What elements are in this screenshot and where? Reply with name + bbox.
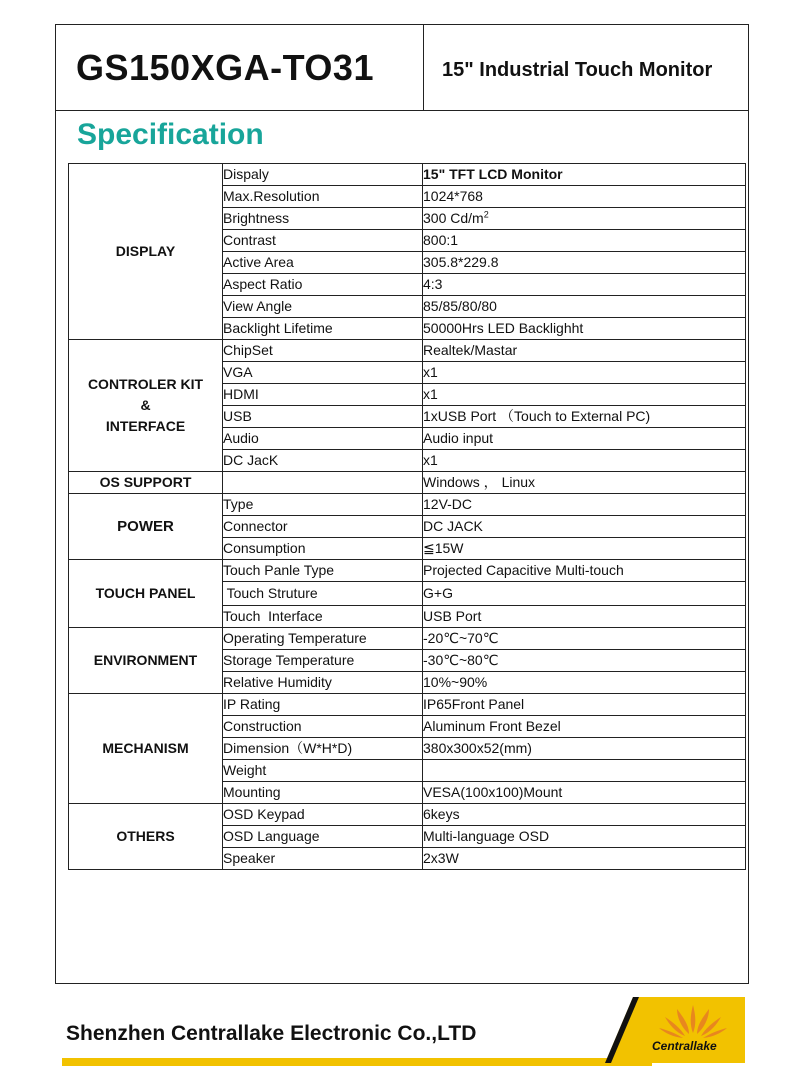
param-value: 15" TFT LCD Monitor bbox=[423, 164, 746, 186]
logo-text: Centrallake bbox=[652, 1039, 717, 1053]
table-row bbox=[69, 494, 746, 516]
company-name: Shenzhen Centrallake Electronic Co.,LTD bbox=[66, 1022, 477, 1045]
param-label: Construction bbox=[223, 716, 423, 738]
model-number: GS150XGA-TO31 bbox=[56, 25, 424, 110]
param-label: IP Rating bbox=[223, 694, 423, 716]
param-value: 2x3W bbox=[423, 848, 746, 870]
param-label: Audio bbox=[223, 428, 423, 450]
category-environment: ENVIRONMENT bbox=[69, 628, 223, 694]
param-value: 1xUSB Port （Touch to External PC) bbox=[423, 406, 746, 428]
param-label: Touch Panle Type bbox=[223, 560, 423, 582]
param-label: OSD Keypad bbox=[223, 804, 423, 826]
param-value: IP65Front Panel bbox=[423, 694, 746, 716]
logo-flame-icon bbox=[605, 997, 745, 1063]
param-label: Touch Struture bbox=[223, 582, 423, 606]
table-row bbox=[69, 472, 746, 494]
param-value: 4:3 bbox=[423, 274, 746, 296]
table-row bbox=[69, 164, 746, 186]
param-value: Audio input bbox=[423, 428, 746, 450]
param-label: Relative Humidity bbox=[223, 672, 423, 694]
param-label: Dimension（W*H*D) bbox=[223, 738, 423, 760]
param-value: Projected Capacitive Multi-touch bbox=[423, 560, 746, 582]
category-power: POWER bbox=[69, 494, 223, 560]
param-value: USB Port bbox=[423, 606, 746, 628]
param-value bbox=[423, 760, 746, 782]
param-label: Mounting bbox=[223, 782, 423, 804]
param-label: OSD Language bbox=[223, 826, 423, 848]
param-value: Realtek/Mastar bbox=[423, 340, 746, 362]
param-label: VGA bbox=[223, 362, 423, 384]
param-value: 1024*768 bbox=[423, 186, 746, 208]
param-label: Connector bbox=[223, 516, 423, 538]
param-value: 85/85/80/80 bbox=[423, 296, 746, 318]
product-title: 15" Industrial Touch Monitor bbox=[442, 59, 713, 81]
spec-table bbox=[68, 163, 746, 870]
category-os-support: OS SUPPORT bbox=[69, 472, 223, 494]
category-controller: CONTROLER KIT & INTERFACE bbox=[69, 340, 223, 472]
param-value: 12V-DC bbox=[423, 494, 746, 516]
param-value: DC JACK bbox=[423, 516, 746, 538]
param-value: 300 $Cd/m^2$ bbox=[423, 208, 746, 230]
param-label: Speaker bbox=[223, 848, 423, 870]
table-row bbox=[69, 694, 746, 716]
section-title: Specification bbox=[77, 118, 264, 151]
param-value: -30℃~80℃ bbox=[423, 650, 746, 672]
param-label: ChipSet bbox=[223, 340, 423, 362]
param-value: 10%~90% bbox=[423, 672, 746, 694]
param-value: 380x300x52(mm) bbox=[423, 738, 746, 760]
param-value: VESA(100x100)Mount bbox=[423, 782, 746, 804]
param-value: -20℃~70℃ bbox=[423, 628, 746, 650]
param-label: Operating Temperature bbox=[223, 628, 423, 650]
param-value: 305.8*229.8 bbox=[423, 252, 746, 274]
param-value: 50000Hrs LED Backlighht bbox=[423, 318, 746, 340]
param-label: DC JacK bbox=[223, 450, 423, 472]
param-label: Max.Resolution bbox=[223, 186, 423, 208]
param-label: View Angle bbox=[223, 296, 423, 318]
param-label bbox=[223, 472, 423, 494]
company-logo bbox=[605, 997, 745, 1063]
category-touch-panel: TOUCH PANEL bbox=[69, 560, 223, 628]
param-label: Storage Temperature bbox=[223, 650, 423, 672]
param-value: x1 bbox=[423, 362, 746, 384]
param-label: Contrast bbox=[223, 230, 423, 252]
param-label: Backlight Lifetime bbox=[223, 318, 423, 340]
param-value: Windows ， Linux bbox=[423, 472, 746, 494]
param-value: x1 bbox=[423, 450, 746, 472]
footer-accent-bar bbox=[62, 1058, 652, 1066]
category-display: DISPLAY bbox=[69, 164, 223, 340]
param-label: Consumption bbox=[223, 538, 423, 560]
table-row bbox=[69, 804, 746, 826]
param-value: Aluminum Front Bezel bbox=[423, 716, 746, 738]
header bbox=[56, 25, 748, 111]
category-others: OTHERS bbox=[69, 804, 223, 870]
param-label: Dispaly bbox=[223, 164, 423, 186]
param-value: Multi-language OSD bbox=[423, 826, 746, 848]
param-label: Active Area bbox=[223, 252, 423, 274]
table-row bbox=[69, 628, 746, 650]
param-label: USB bbox=[223, 406, 423, 428]
category-mechanism: MECHANISM bbox=[69, 694, 223, 804]
param-label: Weight bbox=[223, 760, 423, 782]
param-label: Type bbox=[223, 494, 423, 516]
param-value: x1 bbox=[423, 384, 746, 406]
param-label: Aspect Ratio bbox=[223, 274, 423, 296]
param-value: G+G bbox=[423, 582, 746, 606]
table-row bbox=[69, 560, 746, 582]
param-label: HDMI bbox=[223, 384, 423, 406]
param-value: ≦15W bbox=[423, 538, 746, 560]
param-label: Brightness bbox=[223, 208, 423, 230]
table-row bbox=[69, 340, 746, 362]
param-value: 6keys bbox=[423, 804, 746, 826]
param-value: 800:1 bbox=[423, 230, 746, 252]
param-label: Touch Interface bbox=[223, 606, 423, 628]
